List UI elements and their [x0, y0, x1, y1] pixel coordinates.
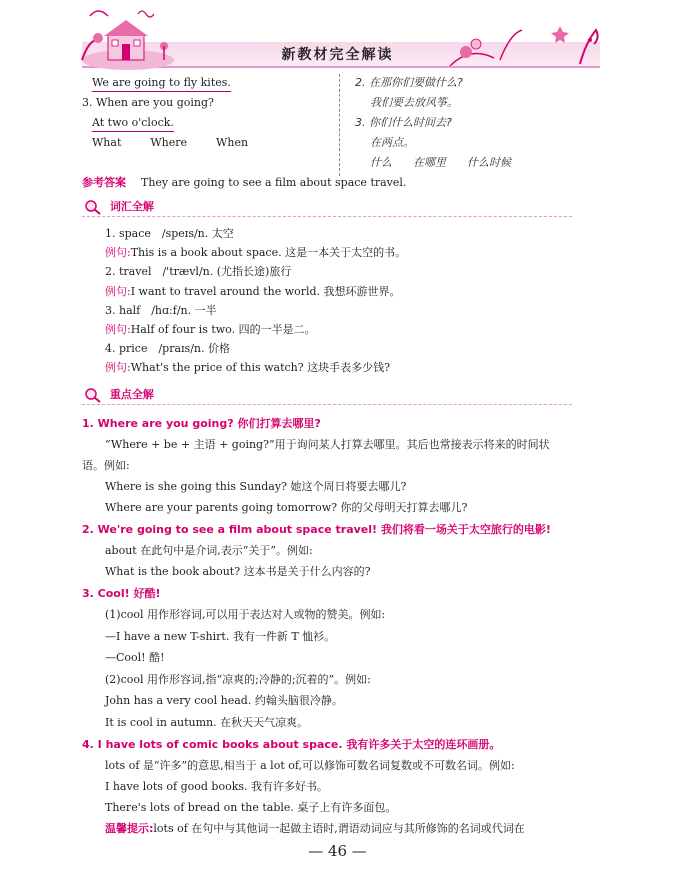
- magnifier-icon: [84, 387, 102, 403]
- answer-label: 参考答案: [82, 176, 126, 189]
- keypoint-3-line-3: —Cool! 酷!: [105, 651, 165, 664]
- tip-label: 温馨提示:: [105, 822, 154, 835]
- keypoint-1-example-2: Where are your parents going tomorrow? 你的父母明天打算去哪儿?: [105, 501, 468, 514]
- keypoint-2-example: What is the book about? 这本书是关于什么内容的?: [105, 565, 371, 578]
- keypoint-4-tip: 温馨提示:lots of 在句中与其他词一起做主语时,谓语动词应与其所修饰的名词或代词在: [105, 822, 525, 835]
- page-header: [0, 0, 675, 78]
- flower-illustration: [440, 20, 610, 72]
- word-bank-left: [92, 136, 248, 150]
- top-right-line-4: 在两点。: [370, 136, 414, 149]
- keypoint-3-line-1: (1)cool 用作形容词,可以用于表达对人或物的赞美。例如:: [105, 608, 386, 621]
- keypoint-2-desc: about 在此句中是介词,表示“关于”。例如:: [105, 544, 313, 557]
- keypoint-3-title: 3. Cool! 好酷!: [82, 587, 161, 600]
- keypoint-4-title: 4. I have lots of comic books about space. 我有许多关于太空的连环画册。: [82, 738, 501, 751]
- vocab-word-2: 2. travel /'trævl/n. (尤指长途)旅行: [105, 265, 292, 278]
- page-number: — 46 —: [308, 842, 367, 860]
- vocab-example-3: 例句:Half of four is two. 四的一半是二。: [105, 323, 316, 336]
- keypoint-4-line-2: I have lots of good books. 我有许多好书。: [105, 780, 329, 793]
- top-left-line-2: 3. When are you going?: [82, 96, 214, 109]
- vocab-word-4: 4. price /praɪs/n. 价格: [105, 342, 230, 355]
- top-right-line-1: 2. 在那你们要做什么?: [355, 76, 463, 89]
- keypoint-1-title: 1. Where are you going? 你们打算去哪里?: [82, 417, 321, 430]
- top-right-line-2: 我们要去放风筝。: [370, 96, 458, 109]
- keypoint-1-example-1: Where is she going this Sunday? 她这个周日将要去哪儿?: [105, 480, 407, 493]
- keypoints-divider: [82, 404, 572, 406]
- word-where: Where: [150, 136, 188, 149]
- magnifier-icon: [84, 199, 102, 215]
- column-divider: [339, 74, 340, 176]
- vocab-word-1: 1. space /speɪs/n. 太空: [105, 227, 234, 240]
- answer-text: They are going to see a film about space travel.: [141, 176, 407, 189]
- keypoint-4-line-1: lots of 是“许多”的意思,相当于 a lot of,可以修饰可数名词复数或不可数名词。例如:: [105, 759, 515, 772]
- top-left-line-3: At two o'clock.: [92, 116, 174, 130]
- word-what: What: [92, 136, 122, 149]
- keypoint-3-line-2: —I have a new T-shirt. 我有一件新 T 恤衫。: [105, 630, 336, 643]
- top-left-line-1: We are going to fly kites.: [92, 76, 231, 90]
- reference-answer: [82, 176, 406, 190]
- keypoints-section-heading: 重点全解: [84, 386, 154, 403]
- vocab-example-2: 例句:I want to travel around the world. 我想环游世界。: [105, 285, 401, 298]
- top-right-line-3: 3. 你们什么时间去?: [355, 116, 452, 129]
- vocab-divider: [82, 216, 572, 218]
- keypoint-3-line-5: John has a very cool head. 约翰头脑很冷静。: [105, 694, 343, 707]
- vocab-example-4: 例句:What's the price of this watch? 这块手表多少钱?: [105, 361, 391, 374]
- keypoint-1-desc-1: “Where + be + 主语 + going?”用于询问某人打算去哪里。其后也常接表示将来的时间状: [105, 438, 550, 451]
- vocab-example-1: 例句:This is a book about space. 这是一本关于太空的书。: [105, 246, 407, 259]
- word-bank-right: 什么 在哪里 什么时候: [370, 156, 511, 169]
- keypoint-4-line-3: There's lots of bread on the table. 桌子上有许多面包。: [105, 801, 397, 814]
- keypoint-2-title: 2. We're going to see a film about space travel! 我们将看一场关于太空旅行的电影!: [82, 523, 551, 536]
- vocab-section-heading: 词汇全解: [84, 198, 154, 215]
- vocab-word-3: 3. half /hɑːf/n. 一半: [105, 304, 217, 317]
- keypoint-3-line-6: It is cool in autumn. 在秋天天气凉爽。: [105, 716, 309, 729]
- word-when: When: [216, 136, 249, 149]
- keypoint-1-desc-2: 语。例如:: [82, 459, 130, 472]
- keypoint-3-line-4: (2)cool 用作形容词,指“凉爽的;冷静的;沉着的”。例如:: [105, 673, 371, 686]
- book-series-title: 新教材完全解读: [281, 47, 394, 63]
